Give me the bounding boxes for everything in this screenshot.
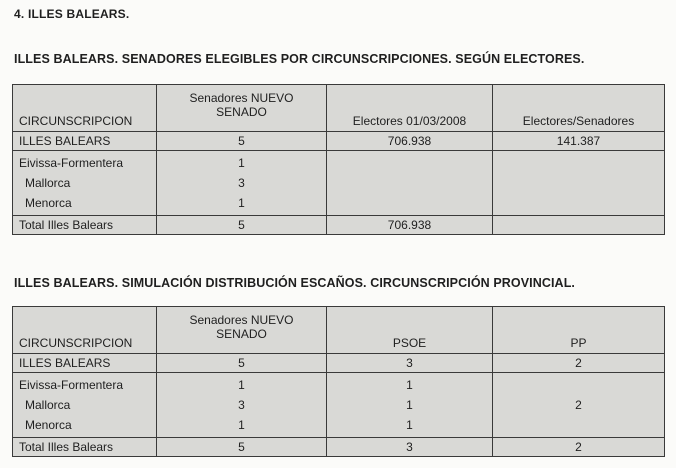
island-psoe: 1 [406,398,413,412]
empty-cell [327,151,493,216]
island-name: Menorca [25,418,72,432]
table-header-row [13,85,665,132]
seat-distribution-table [12,306,665,457]
islands-psoe-cell [327,373,493,438]
islands-senadores-cell [157,151,327,216]
islands-names-cell [13,151,157,216]
footer-electores: 706.938 [327,216,493,235]
table1-caption: ILLES BALEARS. SENADORES ELEGIBLES POR CIRCUNSCRIPCIONES. SEGÚN ELECTORES. [14,52,585,66]
footer-name: Total Illes Balears [13,438,157,457]
island-name: Mallorca [25,398,71,412]
table-row [13,132,665,151]
header-senadores [157,307,327,354]
footer-senadores: 5 [157,216,327,235]
row-psoe: 3 [327,354,493,373]
island-senadores: 1 [238,196,245,210]
empty-cell [493,216,665,235]
islands-names-cell [13,373,157,438]
header-electores: Electores 01/03/2008 [327,85,493,132]
header-senadores-line2: SENADO [216,105,267,119]
footer-senadores: 5 [157,438,327,457]
table-footer-row [13,438,665,457]
row-name: ILLES BALEARS [13,354,157,373]
empty-cell [493,151,665,216]
island-senadores: 1 [238,156,245,170]
row-senadores: 5 [157,132,327,151]
footer-psoe: 3 [327,438,493,457]
header-electores-senadores: Electores/Senadores [493,85,665,132]
island-name: Menorca [25,196,72,210]
header-senadores-line1: Senadores NUEVO [189,313,294,327]
row-senadores: 5 [157,354,327,373]
table-row [13,354,665,373]
table2-caption: ILLES BALEARS. SIMULACIÓN DISTRIBUCIÓN ESCAÑOS. CIRCUNSCRIPCIÓN PROVINCIAL. [14,276,575,290]
row-electores: 706.938 [327,132,493,151]
row-pp: 2 [493,354,665,373]
island-name: Eivissa-Formentera [19,156,124,170]
island-senadores: 3 [238,398,245,412]
island-psoe: 1 [406,418,413,432]
header-circunscripcion: CIRCUNSCRIPCION [13,307,157,354]
island-name: Mallorca [25,176,71,190]
island-senadores: 1 [238,378,245,392]
row-name: ILLES BALEARS [13,132,157,151]
senators-by-electors-table [12,84,665,235]
header-senadores [157,85,327,132]
island-senadores: 1 [238,418,245,432]
island-psoe: 1 [406,378,413,392]
islands-pp-cell: 2 [493,373,665,438]
island-name: Eivissa-Formentera [19,378,124,392]
table-header-row [13,307,665,354]
island-senadores: 3 [238,176,245,190]
header-psoe: PSOE [327,307,493,354]
footer-pp: 2 [493,438,665,457]
header-pp: PP [493,307,665,354]
header-senadores-line1: Senadores NUEVO [189,91,294,105]
islands-senadores-cell [157,373,327,438]
header-senadores-line2: SENADO [216,327,267,341]
section-title: 4. ILLES BALEARS. [14,7,130,21]
table-row [13,373,665,438]
row-ratio: 141.387 [493,132,665,151]
table-row [13,151,665,216]
footer-name: Total Illes Balears [13,216,157,235]
table-footer-row [13,216,665,235]
header-circunscripcion: CIRCUNSCRIPCION [13,85,157,132]
